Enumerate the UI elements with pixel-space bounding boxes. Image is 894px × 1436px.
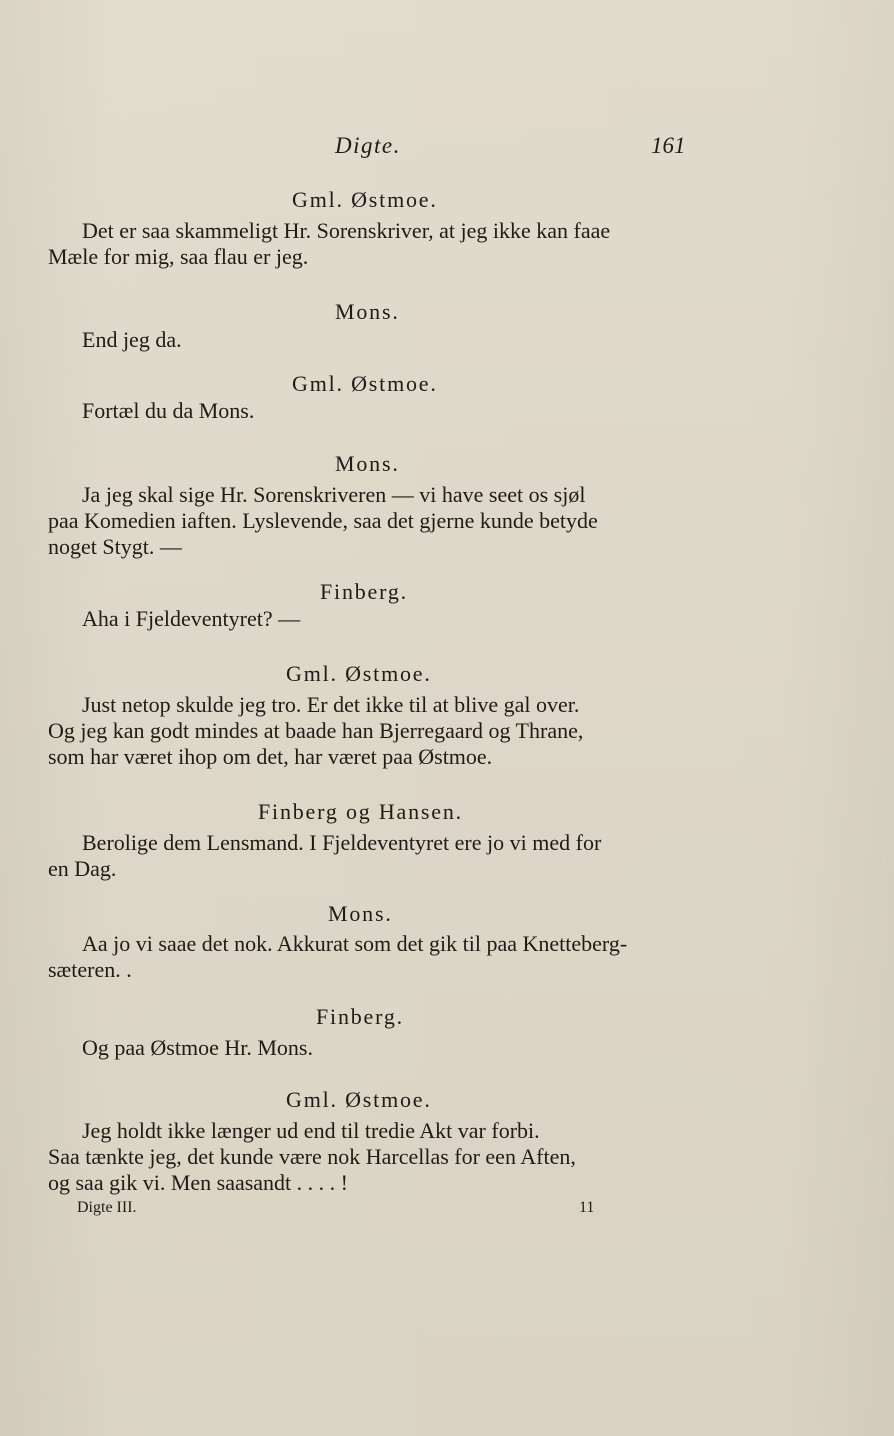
speaker-mons-3: Mons. <box>328 901 393 926</box>
speech-line: paa Komedien iaften. Lyslevende, saa det gjerne kunde betyde <box>48 508 598 533</box>
speech-line: Fortæl du da Mons. <box>82 398 255 423</box>
signature-right: 11 <box>579 1199 595 1216</box>
speech-block-10 <box>48 1118 576 1196</box>
speaker-gml-ostmoe-1: Gml. Østmoe. <box>292 187 438 212</box>
speech-line: Det er saa skammeligt Hr. Sorenskriver, at jeg ikke kan faae <box>82 218 611 243</box>
speech-line: Ja jeg skal sige Hr. Sorenskriveren — vi have seet os sjøl <box>82 482 586 507</box>
speech-line: Og paa Østmoe Hr. Mons. <box>82 1035 313 1060</box>
speech-line: som har været ihop om det, har været paa Østmoe. <box>48 744 493 769</box>
speech-block-5 <box>82 606 300 632</box>
speech-line: Og jeg kan godt mindes at baade han Bjerregaard og Thrane, <box>48 718 584 743</box>
speech-line: Aha i Fjeldeventyret? — <box>82 606 301 631</box>
speech-block-8 <box>48 931 627 983</box>
speaker-mons-1: Mons. <box>335 299 400 324</box>
speaker-gml-ostmoe-2: Gml. Østmoe. <box>292 371 438 396</box>
speaker-mons-2: Mons. <box>335 451 400 476</box>
speech-block-7 <box>48 830 601 882</box>
speech-line: sæteren. . <box>48 957 132 982</box>
speech-line: Berolige dem Lensmand. I Fjeldeventyret ere jo vi med for <box>82 830 602 855</box>
speech-block-9 <box>82 1035 313 1061</box>
running-head <box>0 132 894 162</box>
speaker-finberg-2: Finberg. <box>316 1004 404 1029</box>
running-title: Digte. <box>335 133 401 158</box>
speaker-finberg-og-hansen: Finberg og Hansen. <box>258 799 463 824</box>
speech-block-4 <box>48 482 598 560</box>
speech-line: Mæle for mig, saa flau er jeg. <box>48 244 309 269</box>
speech-block-1 <box>48 218 610 270</box>
speech-line: noget Stygt. — <box>48 534 182 559</box>
speech-line: End jeg da. <box>82 327 182 352</box>
speech-block-2 <box>82 327 182 353</box>
signature-left: Digte III. <box>77 1199 137 1216</box>
speech-line: Aa jo vi saae det nok. Akkurat som det gik til paa Knetteberg- <box>82 931 628 956</box>
speech-line: og saa gik vi. Men saasandt . . . . ! <box>48 1170 348 1195</box>
page-number: 161 <box>651 133 686 158</box>
speech-block-6 <box>48 692 583 770</box>
speech-line: Just netop skulde jeg tro. Er det ikke til at blive gal over. <box>82 692 580 717</box>
speech-line: Jeg holdt ikke længer ud end til tredie Akt var forbi. <box>82 1118 540 1143</box>
speaker-gml-ostmoe-4: Gml. Østmoe. <box>286 1087 432 1112</box>
speaker-gml-ostmoe-3: Gml. Østmoe. <box>286 661 432 686</box>
speech-line: Saa tænkte jeg, det kunde være nok Harcellas for een Aften, <box>48 1144 576 1169</box>
speaker-finberg-1: Finberg. <box>320 579 408 604</box>
speech-line: en Dag. <box>48 856 117 881</box>
speech-block-3 <box>82 398 254 424</box>
